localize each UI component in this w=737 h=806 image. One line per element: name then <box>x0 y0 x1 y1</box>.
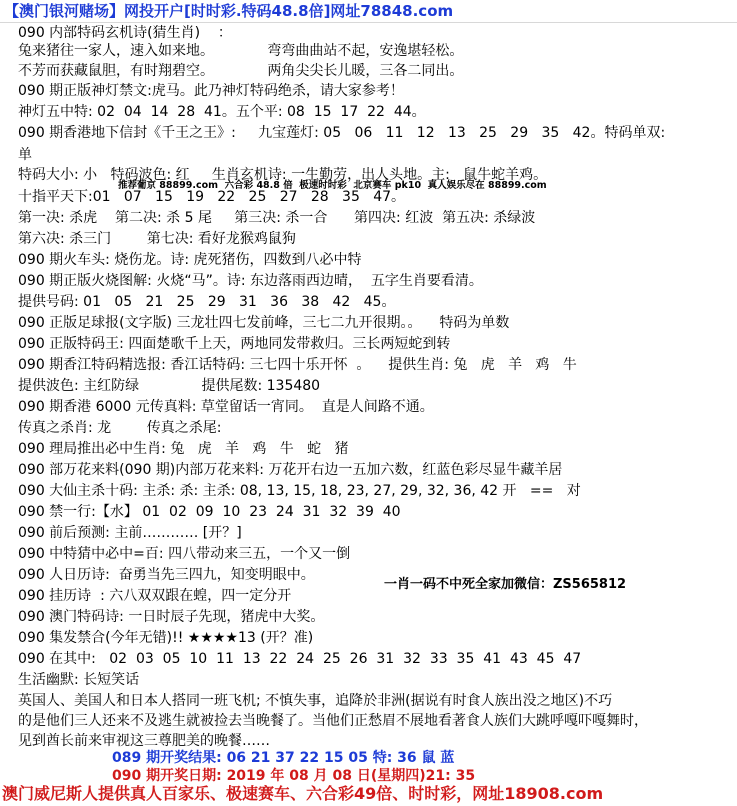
text-line: 090 期正版火烧图解: 火烧“马”。诗: 东边落雨西边晴， 五字生肖要看清。 <box>18 273 483 289</box>
contact-note: 一肖一码不中死全家加微信：ZS565812 <box>384 577 627 592</box>
text-line: 单 <box>18 147 32 163</box>
text-line: 090 人日历诗: 奋勇当先三四九，知变明眼中。 <box>18 567 315 583</box>
text-line: 090 挂历诗 : 六八双双跟在蝗，四一定分开 <box>18 588 292 604</box>
text-line: 090 集发禁合(今年无错)!! ★★★★13 (开？准) <box>18 630 314 646</box>
text-line: 090 大仙主杀十码: 主杀: 杀: 主杀: 08, 13, 15, 18, 23, 27, 29, 32, 36, 42 开 == 对 <box>18 483 581 499</box>
text-line: 090 期火车头: 烧伤龙。诗: 虎死猪伤，四数到八必中特 <box>18 252 362 268</box>
ad-strip: 推荐葡京 88899.com 六合彩 48.8 倍 极速时时彩 北京赛车 pk10 真人娱乐尽在 88899.com <box>118 180 547 191</box>
text-line: 090 期香港 6000 元传真料: 草堂留话一宵同。 直是人间路不通。 <box>18 399 434 415</box>
draw-date: 090 期开奖日期: 2019 年 08 月 08 日(星期四)21: 35 <box>112 768 476 784</box>
text-line: 090 正版足球报(文字版) 三龙壮四七发前峰，三七二九开很期。。 特码为单数 <box>18 315 510 331</box>
text-line: 090 在其中: 02 03 05 10 11 13 22 24 25 26 31 32 33 35 41 43 45 47 <box>18 651 582 667</box>
joke-line: 见到酋长前来审视这三尊肥美的晚餐…… <box>18 733 270 749</box>
text-line: 传真之杀肖: 龙 传真之杀尾: <box>18 420 222 436</box>
text-line: 090 理局推出必中生肖: 兔 虎 羊 鸡 牛 蛇 猪 <box>18 441 349 457</box>
text-line: 提供波色: 主红防绿 提供尾数: 135480 <box>18 378 321 394</box>
text-line: 第六决: 杀三门 第七决: 看好龙猴鸡鼠狗 <box>18 231 296 247</box>
text-line: 090 内部特码玄机诗(猜生肖) ： <box>18 25 232 41</box>
text-line: 兔来猪往一家人，速入如来地。 弯弯曲曲站不起，安逸堪轻松。 <box>18 43 464 59</box>
text-line: 090 前后预测: 主前………… [开？] <box>18 525 242 541</box>
text-line: 提供号码: 01 05 21 25 29 31 36 38 42 45。 <box>18 294 396 310</box>
text-line: 090 期香港地下信封《千王之王》: 九宝莲灯: 05 06 11 12 13 25 29 35 42。特码单双: <box>18 125 666 141</box>
footer-banner: 澳门威尼斯人提供真人百家乐、极速赛车、六合彩49倍、时时彩，网址18908.com <box>2 784 604 803</box>
text-line: 090 期正版神灯禁文:虎马。此乃神灯特码绝杀，请大家参考！ <box>18 83 404 99</box>
text-line: 神灯五中特: 02 04 14 28 41。五个平: 08 15 17 22 44。 <box>18 104 426 120</box>
joke-line: 的是他们三人还来不及逃生就被捡去当晚餐了。当他们正愁眉不展地看著食人族们大跳呼嘎吓嘎舞时， <box>18 713 648 729</box>
text-line: 090 期香江特码精选报: 香江话特码: 三七四十乐开怀 。 提供生肖: 兔 虎 羊 鸡 牛 <box>18 357 577 373</box>
text-line: 第一决: 杀虎 第二决: 杀 5 尾 第三决: 杀一合 第四决: 红波 第五决: 杀绿波 <box>18 210 536 226</box>
text-line: 不芳而获藏鼠胆，有时翔碧空。 两角尖尖长儿暖，三各二同出。 <box>18 63 464 79</box>
joke-line: 英国人、美国人和日本人搭同一班飞机; 不慎失事，追降於非洲(据说有时食人族出没之地区)不巧 <box>18 693 613 709</box>
text-line: 090 禁一行:【水】 01 02 09 10 23 24 31 32 39 40 <box>18 504 401 520</box>
draw-result: 089 期开奖结果: 06 21 37 22 15 05 特: 36 鼠 蓝 <box>112 750 455 766</box>
text-line: 十指平天下:01 07 15 19 22 25 27 28 35 47。 <box>18 189 406 205</box>
text-line: 090 澳门特码诗: 一日时辰子先现，猪虎中大奖。 <box>18 609 325 625</box>
text-line: 090 部万花来料(090 期)内部万花来料: 万花开右边一五加六数，红蓝色彩尽显牛藏羊居 <box>18 462 563 478</box>
page-header: 【澳门银河赌场】网投开户[时时彩.特码48.8倍]网址78848.com <box>4 2 454 20</box>
text-line: 090 正版特码王: 四面楚歌千上天，两地同发带救归。三长两短蛇到转 <box>18 336 451 352</box>
text-line: 生活幽默: 长短笑话 <box>18 672 140 688</box>
text-line: 特码大小: 小 特码波色: 红 生肖玄机诗: 一生勤劳，出人头地。主: 鼠牛蛇羊鸡。 <box>18 167 548 183</box>
header-divider <box>0 22 737 23</box>
text-line: 090 中特猜中必中=百: 四八带动来三五，一个又一倒 <box>18 546 351 562</box>
